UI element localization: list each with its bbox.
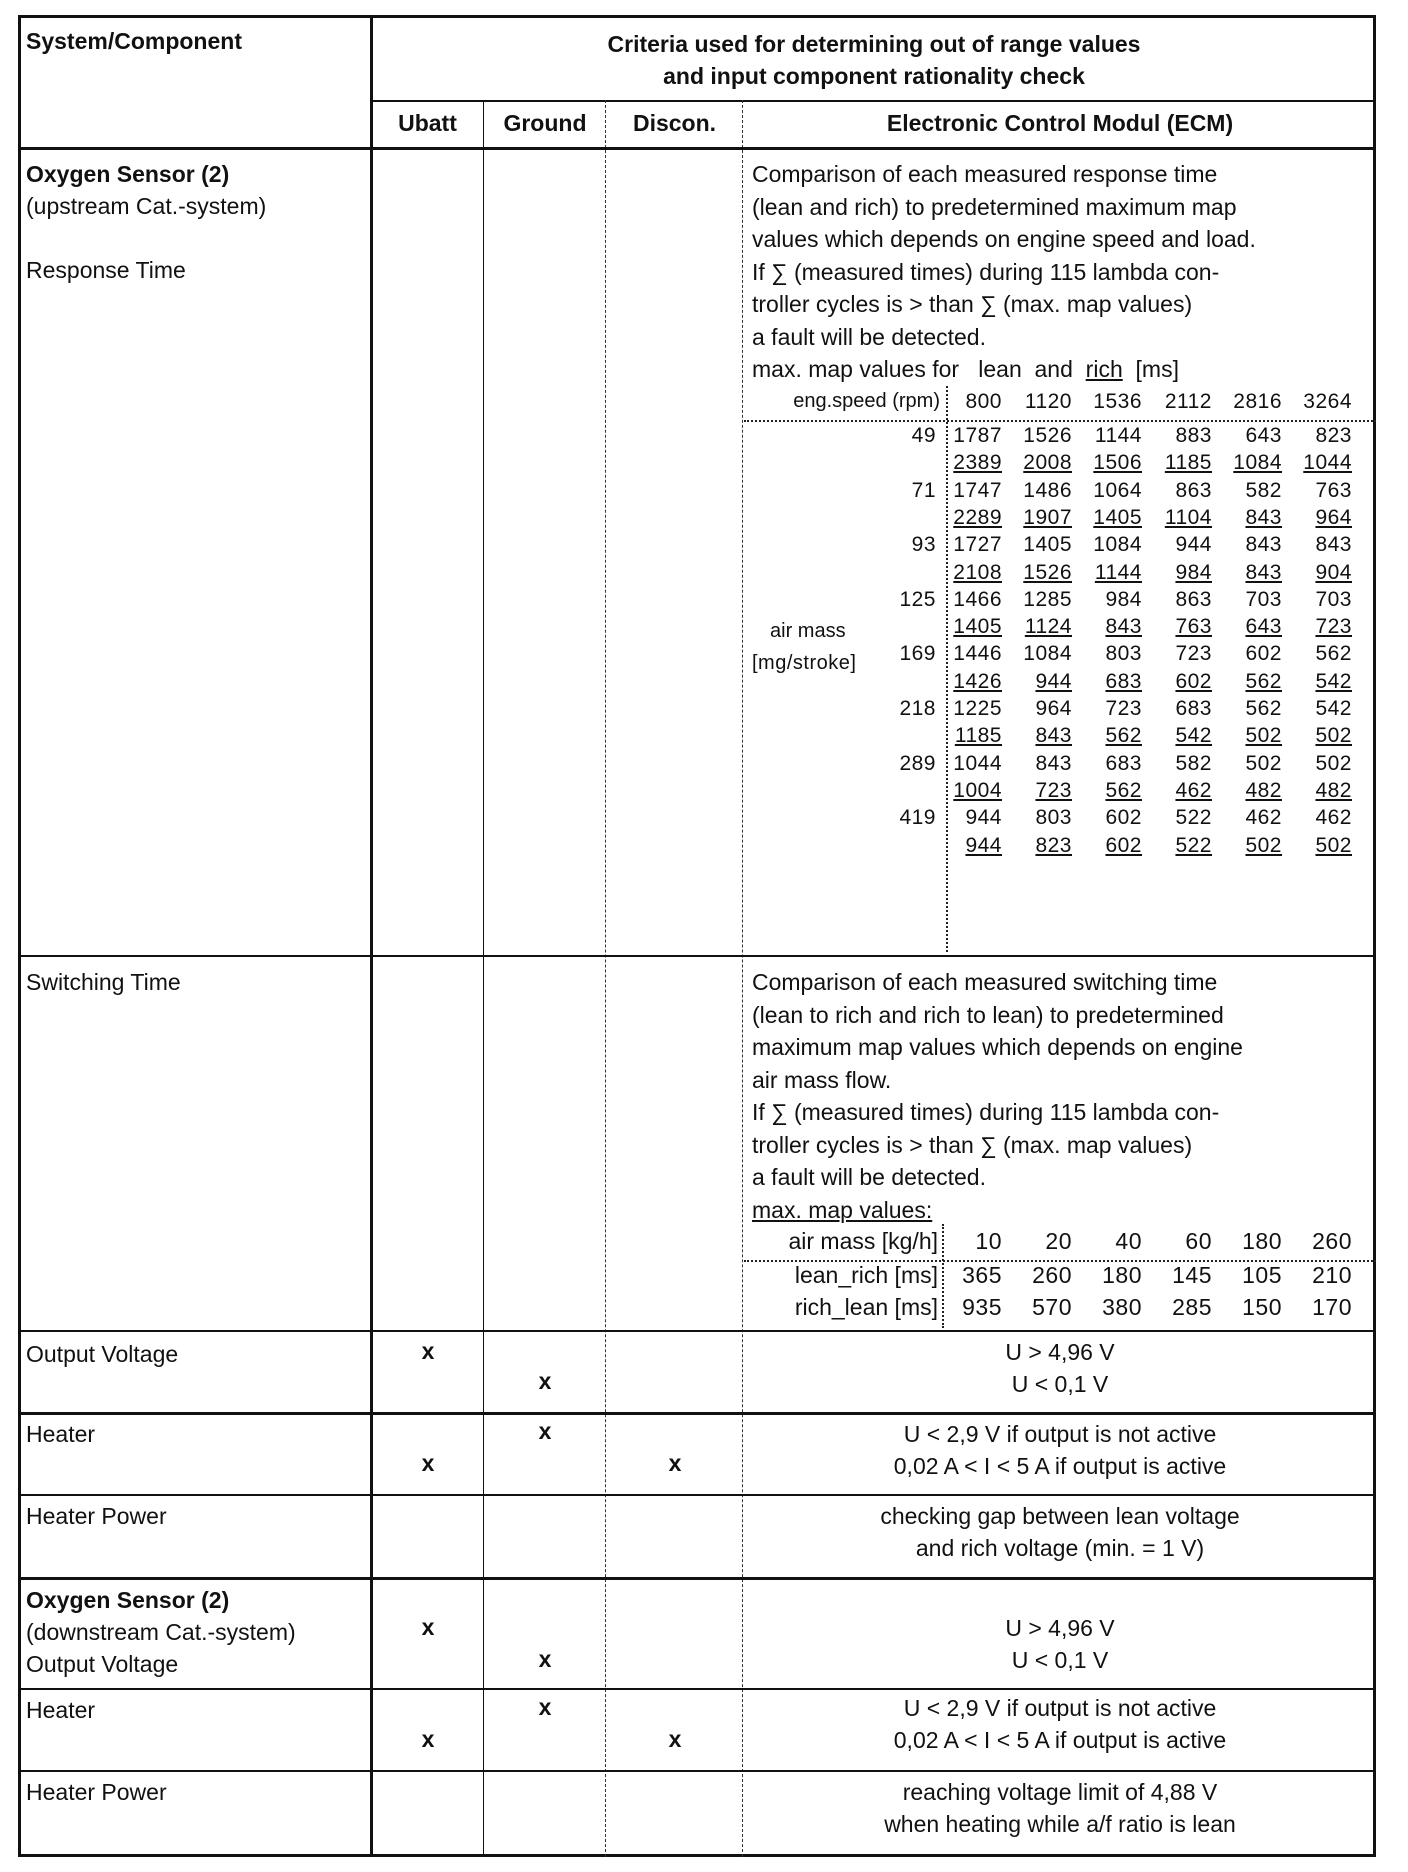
lean-map-value: 944 — [965, 806, 1002, 830]
lean-rich-label: lean_rich [ms] — [794, 1262, 938, 1288]
downstream-heater-power-label: Heater Power — [26, 1779, 167, 1805]
rich-map-value: 643 — [1245, 615, 1282, 639]
rich-map-value: 1084 — [1233, 451, 1282, 475]
downstream-sensor-subtitle: (downstream Cat.-system) — [26, 1619, 296, 1645]
air-mass-value: 71 — [911, 478, 936, 502]
rich-map-value: 1405 — [1093, 505, 1142, 529]
rich-map-value: 904 — [1315, 560, 1352, 584]
response-time-map — [744, 424, 1376, 954]
lean-map-value: 1044 — [953, 751, 1002, 775]
lean-map-value: 803 — [1035, 806, 1072, 830]
lean-map-value: 1285 — [1023, 587, 1072, 611]
heater-criteria — [744, 1418, 1376, 1482]
air-mass-value: 169 — [899, 642, 936, 666]
lean-rich-row — [944, 1262, 1374, 1292]
upstream-sensor-label — [26, 158, 266, 286]
lean-map-value: 863 — [1175, 587, 1212, 611]
rich-map-value: 562 — [1105, 778, 1142, 802]
rich-map-value: 602 — [1175, 669, 1212, 693]
lean-rich-value: 210 — [1312, 1262, 1352, 1288]
rich-map-value: 2389 — [953, 451, 1002, 475]
heater-label: Heater — [26, 1421, 96, 1447]
row-divider — [18, 1494, 1376, 1496]
row-divider — [18, 1577, 1376, 1580]
lean-map-value: 542 — [1315, 697, 1352, 720]
downstream-output-voltage-criteria — [744, 1612, 1376, 1676]
switching-airmass-value: 10 — [975, 1228, 1002, 1254]
rich-map-value: 2108 — [953, 560, 1002, 584]
lean-map-value: 462 — [1315, 806, 1352, 830]
rich-map-value: 964 — [1315, 505, 1352, 529]
text-line: 0,02 A < I < 5 A if output is active — [893, 1453, 1227, 1479]
rich-map-value: 1185 — [1164, 451, 1212, 475]
column-divider — [742, 100, 743, 1857]
rich-map-value: 502 — [1315, 724, 1352, 748]
response-time-description — [752, 158, 1256, 386]
text-line: U < 0,1 V — [1011, 1371, 1109, 1397]
rich-map-value: 522 — [1175, 833, 1212, 857]
lean-map-value: 582 — [1245, 478, 1282, 502]
switching-airmass-value: 260 — [1312, 1228, 1352, 1254]
row-divider — [18, 1770, 1376, 1772]
rich-map-value: 723 — [1315, 615, 1352, 639]
engine-speed-label: eng.speed (rpm) — [793, 390, 940, 412]
rich-map-value: 1506 — [1093, 451, 1142, 475]
engine-speed-value: 1120 — [1024, 390, 1072, 413]
lean-map-value: 703 — [1245, 587, 1282, 611]
rich-map-value: 1104 — [1164, 505, 1212, 529]
rich-map-value: 562 — [1245, 669, 1282, 693]
air-mass-unit: [mg/stroke] — [752, 652, 857, 674]
rich-map-value: 502 — [1245, 724, 1282, 748]
engine-speed-value: 800 — [965, 390, 1002, 413]
rich-map-value: 1526 — [1023, 560, 1072, 584]
text-line: Comparison of each measured switching time — [752, 969, 1218, 995]
lean-map-value: 1787 — [953, 424, 1002, 447]
rich-map-value: 462 — [1175, 778, 1212, 802]
lean-map-value: 1446 — [953, 642, 1002, 666]
downstream-heater-ubatt-mark: x — [421, 1726, 435, 1752]
text-line: and rich voltage (min. = 1 V) — [915, 1535, 1205, 1561]
map-caption-rich: rich — [1085, 356, 1123, 382]
lean-map-value: 683 — [1105, 751, 1142, 775]
output-voltage-ubatt-mark: x — [421, 1338, 435, 1364]
text-line: U > 4,96 V — [1005, 1339, 1115, 1365]
downstream-heater-label: Heater — [26, 1697, 96, 1723]
text-line: a fault will be detected. — [752, 323, 986, 350]
lean-rich-value: 105 — [1242, 1262, 1282, 1288]
downstream-output-voltage-ground-mark: x — [538, 1646, 552, 1672]
engine-speed-value: 3264 — [1303, 390, 1352, 413]
heater-power-label: Heater Power — [26, 1503, 167, 1529]
rich-map-value: 843 — [1245, 505, 1282, 529]
lean-map-value: 863 — [1175, 478, 1212, 502]
rich-lean-value: 285 — [1172, 1294, 1212, 1320]
text-line: checking gap between lean voltage — [880, 1503, 1240, 1529]
lean-map-value: 502 — [1245, 751, 1282, 775]
rich-map-value: 1044 — [1303, 451, 1352, 475]
rich-map-value: 723 — [1035, 778, 1072, 802]
lean-map-value: 1526 — [1023, 424, 1072, 447]
heater-ground-mark: x — [538, 1418, 552, 1444]
rich-map-value: 1124 — [1024, 615, 1072, 639]
text-line: U < 2,9 V if output is not active — [903, 1695, 1217, 1721]
text-line: when heating while a/f ratio is lean — [884, 1811, 1236, 1837]
lean-map-value: 723 — [1105, 697, 1142, 720]
rich-map-value: 944 — [1035, 669, 1072, 693]
lean-map-value: 643 — [1245, 424, 1282, 447]
air-mass-label: air mass — [770, 620, 846, 642]
rich-map-value: 542 — [1175, 724, 1212, 748]
lean-map-value: 703 — [1315, 587, 1352, 611]
rich-map-value: 542 — [1315, 669, 1352, 693]
lean-map-value: 1225 — [953, 697, 1002, 720]
air-mass-value: 125 — [899, 587, 936, 611]
text-line: Comparison of each measured response time — [752, 161, 1218, 187]
text-line: If ∑ (measured times) during 115 lambda con- — [752, 1099, 1220, 1125]
row-divider — [18, 955, 1376, 957]
lean-map-value: 602 — [1245, 642, 1282, 666]
lean-map-value: 723 — [1175, 642, 1212, 666]
text-line: 0,02 A < I < 5 A if output is active — [893, 1727, 1227, 1753]
downstream-sensor-title: Oxygen Sensor (2) — [26, 1587, 230, 1613]
output-voltage-criteria — [744, 1336, 1376, 1400]
text-line: troller cycles is > than ∑ (max. map values) — [752, 291, 1193, 317]
output-voltage-ground-mark: x — [538, 1368, 552, 1394]
rich-map-value: 944 — [965, 833, 1002, 857]
switching-map-caption: max. map values: — [752, 1196, 933, 1223]
heater-discon-mark: x — [668, 1450, 682, 1476]
row-divider — [18, 1330, 1376, 1332]
output-voltage-label: Output Voltage — [26, 1341, 179, 1367]
heater-power-criteria — [744, 1500, 1376, 1564]
lean-map-value: 683 — [1175, 697, 1212, 720]
lean-map-value: 843 — [1245, 533, 1282, 557]
column-divider — [483, 100, 484, 1857]
air-mass-value: 93 — [911, 533, 936, 557]
switching-airmass-value: 20 — [1045, 1228, 1072, 1254]
lean-rich-value: 180 — [1102, 1262, 1142, 1288]
rich-lean-value: 150 — [1242, 1294, 1282, 1320]
lean-map-value: 562 — [1245, 697, 1282, 720]
lean-rich-value: 145 — [1172, 1262, 1212, 1288]
engine-speed-value: 2112 — [1164, 390, 1212, 413]
rich-map-value: 1907 — [1023, 505, 1072, 529]
engine-speed-value: 2816 — [1233, 390, 1282, 413]
lean-map-value: 823 — [1315, 424, 1352, 447]
engine-speed-value: 1536 — [1093, 390, 1142, 413]
text-line: U > 4,96 V — [1005, 1615, 1115, 1641]
lean-map-value: 582 — [1175, 751, 1212, 775]
air-mass-value: 419 — [899, 806, 936, 830]
rich-map-value: 1004 — [953, 778, 1002, 802]
header-ground: Ground — [503, 110, 587, 136]
text-line: a fault will be detected. — [752, 1164, 986, 1190]
row-divider — [18, 147, 1376, 150]
lean-map-value: 803 — [1105, 642, 1142, 666]
lean-map-value: 763 — [1315, 478, 1352, 502]
lean-map-value: 1405 — [1023, 533, 1072, 557]
lean-rich-value: 365 — [962, 1262, 1002, 1288]
text-line: U < 2,9 V if output is not active — [903, 1421, 1217, 1447]
map-caption-suffix: [ms] — [1122, 356, 1179, 382]
rich-map-value: 1144 — [1094, 560, 1142, 584]
rich-map-value: 562 — [1105, 724, 1142, 748]
header-ubatt: Ubatt — [398, 110, 457, 136]
column-divider — [605, 100, 606, 1857]
header-divider — [370, 100, 1376, 102]
rich-map-value: 683 — [1105, 669, 1142, 693]
downstream-sensor-label — [26, 1584, 296, 1680]
lean-map-value: 1084 — [1093, 533, 1142, 557]
header-criteria — [372, 28, 1376, 92]
map-header-divider — [744, 420, 1376, 422]
rich-lean-label: rich_lean [ms] — [794, 1294, 938, 1320]
rich-map-value: 1405 — [953, 615, 1002, 639]
rich-lean-value: 170 — [1312, 1294, 1352, 1320]
switching-airmass-label: air mass [kg/h] — [788, 1228, 938, 1254]
header-criteria-line2: and input component rationality check — [663, 63, 1085, 89]
map-caption-prefix: max. map values for lean and — [752, 356, 1086, 382]
text-line: reaching voltage limit of 4,88 V — [902, 1779, 1218, 1805]
switching-time-label: Switching Time — [26, 969, 181, 995]
lean-map-value: 984 — [1105, 587, 1142, 611]
downstream-output-voltage-label: Output Voltage — [26, 1651, 179, 1677]
lean-map-value: 1747 — [953, 478, 1002, 502]
rich-map-value: 984 — [1175, 560, 1212, 584]
rich-map-value: 1426 — [953, 669, 1002, 693]
text-line: air mass flow. — [752, 1066, 892, 1093]
text-line: If ∑ (measured times) during 115 lambda con- — [752, 258, 1220, 285]
row-divider — [18, 1412, 1376, 1415]
rich-map-value: 843 — [1245, 560, 1282, 584]
rich-lean-value: 935 — [962, 1294, 1002, 1320]
header-discon: Discon. — [632, 110, 717, 136]
lean-map-value: 522 — [1175, 806, 1212, 830]
lean-map-value: 964 — [1035, 697, 1072, 720]
downstream-heater-power-criteria — [744, 1776, 1376, 1840]
rich-map-value: 763 — [1175, 615, 1212, 639]
air-mass-value: 218 — [899, 697, 936, 720]
text-line: troller cycles is > than ∑ (max. map values) — [752, 1131, 1193, 1158]
column-divider — [370, 15, 373, 1857]
rich-lean-row — [944, 1294, 1374, 1324]
header-ecm: Electronic Control Modul (ECM) — [886, 110, 1234, 136]
lean-map-value: 1486 — [1023, 478, 1072, 502]
switching-time-description — [752, 966, 1243, 1226]
air-mass-value: 289 — [899, 751, 936, 775]
text-line: values which depends on engine speed and load. — [752, 226, 1256, 252]
header-criteria-line1: Criteria used for determining out of range values — [607, 31, 1141, 57]
rich-lean-value: 380 — [1102, 1294, 1142, 1320]
lean-map-value: 562 — [1315, 642, 1352, 666]
switching-airmass-value: 60 — [1185, 1228, 1212, 1254]
lean-map-value: 602 — [1105, 806, 1142, 830]
engine-speed-row — [944, 390, 1374, 418]
air-mass-value: 49 — [911, 424, 936, 447]
text-line: U < 0,1 V — [1011, 1647, 1109, 1673]
response-time-label: Response Time — [26, 257, 186, 283]
text-line: maximum map values which depends on engine — [752, 1034, 1243, 1060]
switching-airmass-value: 40 — [1115, 1228, 1142, 1254]
rich-map-value: 502 — [1245, 833, 1282, 857]
lean-map-value: 843 — [1315, 533, 1352, 557]
rich-map-value: 843 — [1105, 615, 1142, 639]
upstream-sensor-title: Oxygen Sensor (2) — [26, 161, 230, 187]
rich-map-value: 823 — [1035, 833, 1072, 857]
lean-map-value: 462 — [1245, 806, 1282, 830]
lean-map-value: 883 — [1175, 424, 1212, 447]
rich-lean-value: 570 — [1032, 1294, 1072, 1320]
text-line: (lean to rich and rich to lean) to predetermined — [752, 1001, 1224, 1028]
switching-airmass-value: 180 — [1242, 1228, 1282, 1254]
downstream-heater-discon-mark: x — [668, 1726, 682, 1752]
downstream-heater-criteria — [744, 1692, 1376, 1756]
lean-rich-value: 260 — [1032, 1262, 1072, 1288]
lean-map-value: 1466 — [953, 587, 1002, 611]
header-system-component: System/Component — [26, 28, 242, 54]
lean-map-value: 843 — [1035, 751, 1072, 775]
rich-map-value: 602 — [1105, 833, 1142, 857]
rich-map-value: 502 — [1315, 833, 1352, 857]
text-line: (lean and rich) to predetermined maximum map — [752, 193, 1237, 220]
heater-ubatt-mark: x — [421, 1450, 435, 1476]
lean-map-value: 1084 — [1023, 642, 1072, 666]
rich-map-value: 482 — [1245, 778, 1282, 802]
row-divider — [18, 1688, 1376, 1690]
switching-airmass-row — [944, 1228, 1374, 1258]
downstream-heater-ground-mark: x — [538, 1694, 552, 1720]
upstream-sensor-subtitle: (upstream Cat.-system) — [26, 193, 267, 219]
rich-map-value: 2289 — [953, 505, 1002, 529]
lean-map-value: 1727 — [953, 533, 1002, 557]
map-caption — [752, 353, 1256, 386]
lean-map-value: 502 — [1315, 751, 1352, 775]
lean-map-value: 944 — [1175, 533, 1212, 557]
rich-map-value: 482 — [1315, 778, 1352, 802]
rich-map-value: 843 — [1035, 724, 1072, 748]
downstream-output-voltage-ubatt-mark: x — [421, 1614, 435, 1640]
rich-map-value: 1185 — [954, 724, 1002, 748]
lean-map-value: 1144 — [1094, 424, 1142, 447]
rich-map-value: 2008 — [1023, 451, 1072, 475]
lean-map-value: 1064 — [1093, 478, 1142, 502]
